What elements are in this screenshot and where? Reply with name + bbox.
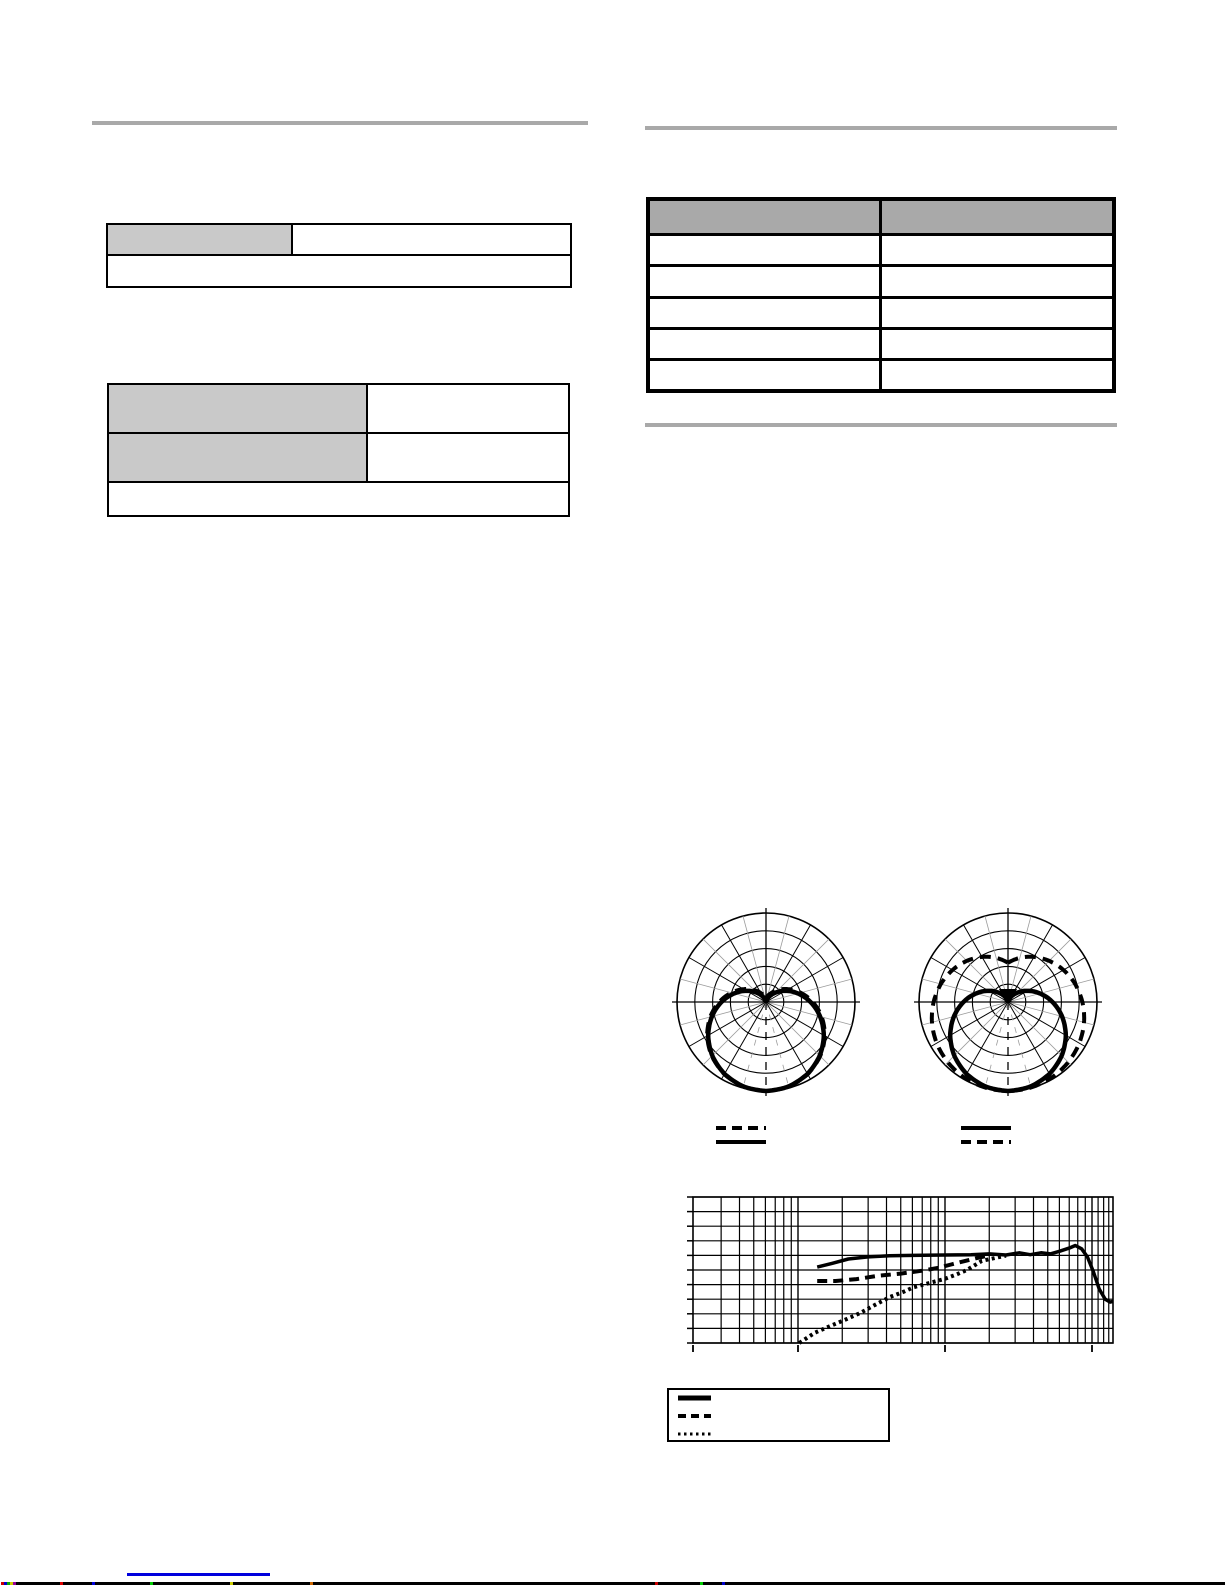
table-cell <box>650 361 882 389</box>
table-row <box>108 225 570 256</box>
table-row <box>650 267 1112 298</box>
legend-entry <box>678 1430 711 1438</box>
table-cell <box>650 267 882 295</box>
table-header-row <box>650 201 1112 236</box>
spec-table-large <box>646 197 1116 393</box>
section-rule-right-bottom <box>645 423 1117 427</box>
legend-entry <box>678 1394 711 1402</box>
polar-chart-left <box>656 892 876 1112</box>
dotted-line-sample <box>678 1430 711 1438</box>
spec-label-cell <box>109 385 368 432</box>
dashed-line-sample <box>716 1124 766 1132</box>
frequency-response-chart <box>680 1190 1125 1355</box>
spec-value-cell <box>293 225 570 254</box>
polar-legend-left <box>716 1124 766 1146</box>
table-cell <box>650 299 882 327</box>
table-row <box>109 385 568 434</box>
solid-line-sample <box>678 1394 711 1402</box>
solid-line-sample <box>961 1124 1011 1132</box>
table-cell <box>882 361 1112 389</box>
legend-entry <box>678 1412 711 1420</box>
spec-label-cell <box>109 434 368 481</box>
dashed-line-sample <box>961 1138 1011 1146</box>
spec-value-cell <box>368 385 568 432</box>
table-row <box>109 434 568 483</box>
spec-table-medium <box>107 383 570 517</box>
table-row <box>650 361 1112 389</box>
table-header-cell <box>650 201 882 233</box>
table-row <box>650 330 1112 361</box>
spec-table-small <box>106 223 572 288</box>
table-row <box>650 236 1112 267</box>
section-rule-right-top <box>645 126 1117 130</box>
solid-line-sample <box>716 1138 766 1146</box>
table-cell <box>882 236 1112 264</box>
table-cell <box>650 330 882 358</box>
table-row <box>650 299 1112 330</box>
footer-link-underline[interactable] <box>127 1573 270 1576</box>
spec-value-cell <box>368 434 568 481</box>
table-header-cell <box>882 201 1112 233</box>
section-rule-left <box>92 121 588 125</box>
spec-label-cell <box>108 225 293 254</box>
polar-chart-right <box>898 892 1118 1112</box>
table-cell <box>882 267 1112 295</box>
table-cell <box>882 330 1112 358</box>
polar-legend-right <box>961 1124 1011 1146</box>
table-cell <box>650 236 882 264</box>
dashed-line-sample <box>678 1412 711 1420</box>
table-cell <box>882 299 1112 327</box>
response-legend-box <box>667 1388 890 1442</box>
